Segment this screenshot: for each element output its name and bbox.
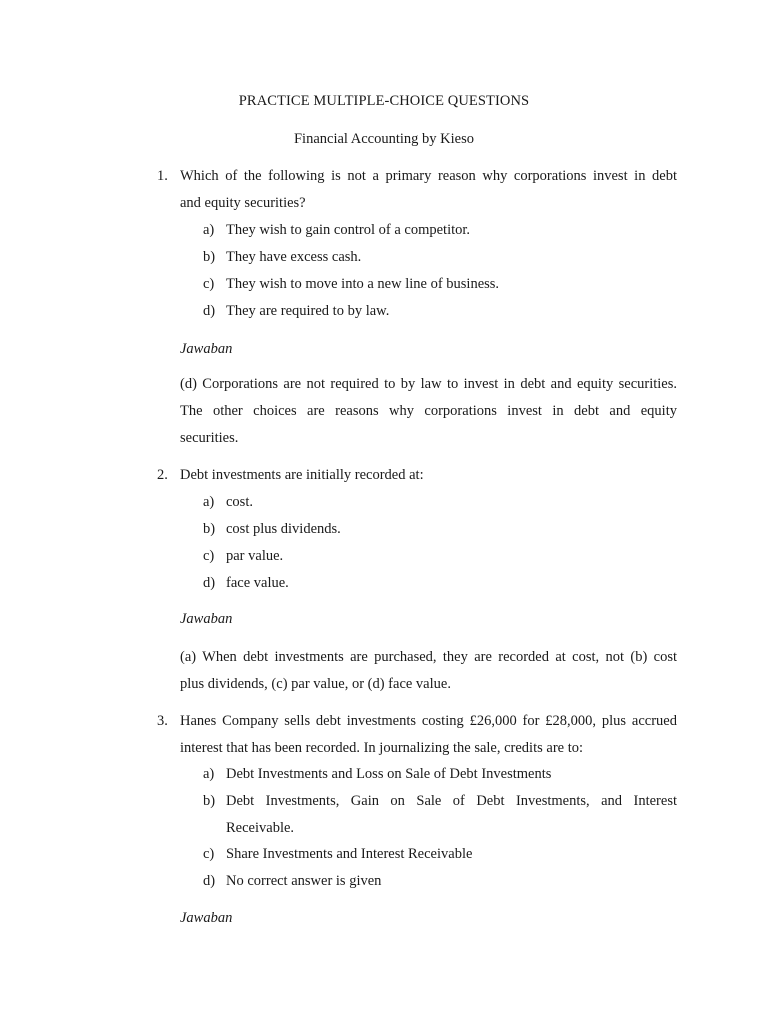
option-text: No correct answer is given — [226, 873, 382, 889]
option-text: Debt Investments, Gain on Sale of Debt Investments, and Interest — [226, 793, 677, 809]
question-number: 1. — [157, 168, 168, 184]
question-stem-line: Debt investments are initially recorded at: — [180, 467, 424, 483]
answer-heading: Jawaban — [180, 341, 233, 357]
option-label: c) — [203, 846, 215, 862]
option-text: They have excess cash. — [226, 249, 362, 265]
question-stem-line: and equity securities? — [180, 195, 306, 211]
answer-heading: Jawaban — [180, 611, 233, 627]
option-label: b) — [203, 793, 216, 809]
option-text: They are required to by law. — [226, 303, 390, 319]
answer-line: (d) Corporations are not required to by law to invest in debt and equity securities. — [180, 376, 677, 392]
option-text: face value. — [226, 575, 289, 591]
question-stem-line: Which of the following is not a primary reason why corporations invest in debt — [180, 168, 677, 184]
option-text: Share Investments and Interest Receivable — [226, 846, 473, 862]
option-label: b) — [203, 249, 216, 265]
option-label: b) — [203, 521, 216, 537]
option-text: Debt Investments and Loss on Sale of Debt Investments — [226, 766, 552, 782]
option-label: a) — [203, 222, 215, 238]
question-number: 3. — [157, 713, 168, 729]
option-label: c) — [203, 548, 215, 564]
option-label: a) — [203, 494, 215, 510]
option-text: They wish to gain control of a competitor. — [226, 222, 471, 238]
question-number: 2. — [157, 467, 168, 483]
question-stem-line: Hanes Company sells debt investments costing £26,000 for £28,000, plus accrued — [180, 713, 677, 729]
page-title: PRACTICE MULTIPLE-CHOICE QUESTIONS — [238, 93, 530, 109]
answer-line: The other choices are reasons why corporations invest in debt and equity — [180, 403, 677, 419]
option-label: d) — [203, 303, 216, 319]
question-stem-line: interest that has been recorded. In journalizing the sale, credits are to: — [180, 740, 584, 756]
answer-heading: Jawaban — [180, 910, 233, 926]
answer-line: securities. — [180, 430, 239, 446]
answer-line: (a) When debt investments are purchased, they are recorded at cost, not (b) cost — [180, 649, 677, 665]
option-label: d) — [203, 575, 216, 591]
option-label: d) — [203, 873, 216, 889]
option-text: cost. — [226, 494, 253, 510]
option-text: They wish to move into a new line of business. — [226, 276, 500, 292]
option-label: c) — [203, 276, 215, 292]
page-subtitle: Financial Accounting by Kieso — [293, 131, 474, 147]
option-label: a) — [203, 766, 215, 782]
answer-line: plus dividends, (c) par value, or (d) face value. — [180, 676, 451, 692]
option-text: par value. — [226, 548, 284, 564]
option-text: cost plus dividends. — [226, 521, 341, 537]
option-text-continuation: Receivable. — [226, 820, 295, 836]
